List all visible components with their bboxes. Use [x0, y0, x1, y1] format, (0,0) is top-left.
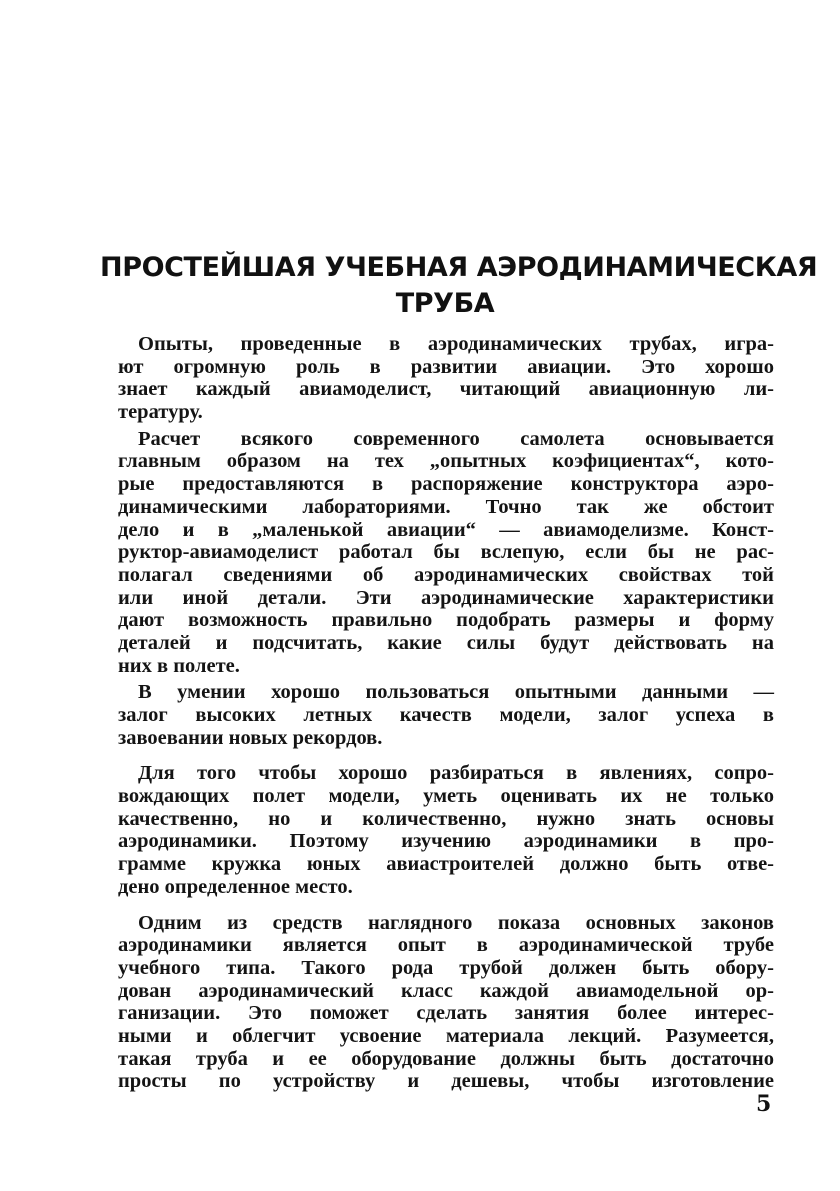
text-line: рые предоставляются в распоряжение конструктора аэро-: [118, 473, 774, 496]
text-line: грамме кружка юных авиастроителей должно быть отве-: [118, 853, 774, 876]
text-line: деталей и подсчитать, какие силы будут действовать на: [118, 631, 774, 654]
text-line: ными и облегчит усвоение материала лекций. Разумеется,: [118, 1024, 774, 1047]
paragraph-gap: [118, 899, 774, 912]
text-line: завоевании новых рекордов.: [118, 726, 383, 749]
text-line: дено определенное место.: [118, 875, 353, 898]
text-line: просты по устройству и дешевы, чтобы изготовление: [118, 1070, 774, 1093]
paragraph-1: [118, 333, 774, 424]
text-line: дают возможность правильно подобрать размеры и форму: [118, 609, 774, 632]
text-line: Расчет всякого современного самолета основывается: [138, 427, 774, 450]
text-line: полагал сведениями об аэродинамических свойствах той: [118, 563, 774, 586]
chapter-title-line-2: ТРУБА: [395, 288, 495, 319]
text-line: вождающих полет модели, уметь оценивать их не только: [118, 785, 774, 808]
text-line: них в полете.: [118, 654, 240, 677]
text-line: учебного типа. Такого рода трубой должен быть обору-: [118, 956, 774, 979]
page-number: 5: [756, 1091, 772, 1117]
text-line: аэродинамики. Поэтому изучению аэродинамики в про-: [118, 830, 774, 853]
text-line: дело и в „маленькой авиации“ — авиамоделизме. Конст-: [118, 518, 774, 541]
text-line: ют огромную роль в развитии авиации. Это хорошо: [118, 355, 774, 378]
chapter-title-line-1: ПРОСТЕЙШАЯ УЧЕБНАЯ АЭРОДИНАМИЧЕСКАЯ: [100, 252, 818, 283]
text-line: тературу.: [118, 401, 203, 424]
text-line: залог высоких летных качеств модели, залог успеха в: [118, 704, 774, 726]
body-text: [118, 333, 774, 1093]
text-line: или иной детали. Эти аэродинамические характеристики: [118, 586, 774, 609]
text-line: такая труба и ее оборудование должны быть достаточно: [118, 1047, 774, 1070]
text-line: знает каждый авиамоделист, читающий авиационную ли-: [118, 378, 774, 401]
text-line: аэродинамики является опыт в аэродинамической трубе: [118, 934, 774, 957]
paragraph-2: [118, 428, 774, 678]
chapter-title: [100, 250, 818, 322]
text-line: Одним из средств наглядного показа основных законов: [138, 911, 774, 934]
paragraph-4: [118, 762, 774, 898]
paragraph-5: [118, 912, 774, 1094]
text-line: Опыты, проведенные в аэродинамических трубах, игра-: [138, 333, 774, 355]
text-line: Для того чтобы хорошо разбираться в явлениях, сопро-: [138, 762, 774, 785]
text-line: ганизации. Это поможет сделать занятия более интерес-: [118, 1002, 774, 1025]
paragraph-gap: [118, 749, 774, 762]
text-line: дован аэродинамический класс каждой авиамодельной ор-: [118, 979, 774, 1002]
text-line: качественно, но и количественно, нужно знать основы: [118, 807, 774, 830]
text-line: В умении хорошо пользоваться опытными данными —: [138, 681, 774, 704]
text-line: руктор-авиамоделист работал бы вслепую, если бы не рас-: [118, 541, 774, 564]
text-line: динамическими лабораториями. Точно так же обстоит: [118, 495, 774, 518]
text-line: главным образом на тех „опытных коэфициентах“, кото-: [118, 450, 774, 473]
paragraph-3: [118, 681, 774, 749]
